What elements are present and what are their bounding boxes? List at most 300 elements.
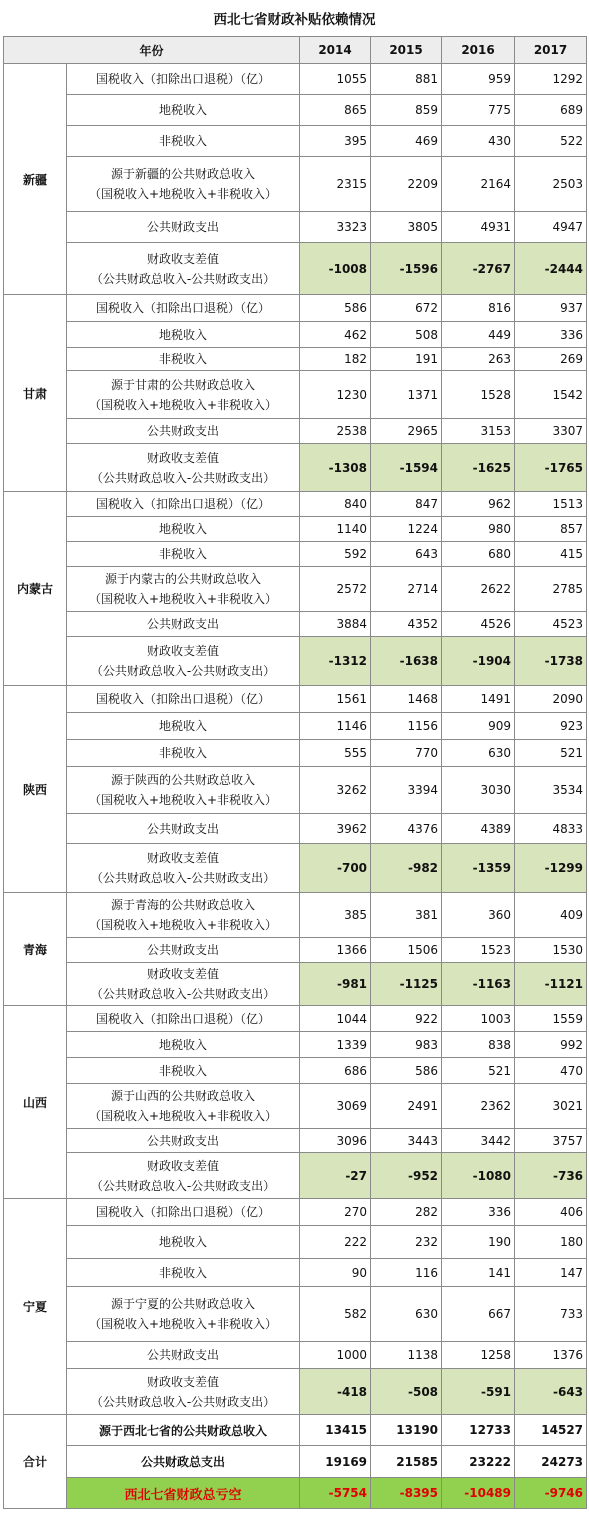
row-label-cell (67, 567, 300, 612)
balance-value-cell: -643 (515, 1369, 587, 1415)
value-cell: 840 (300, 492, 371, 517)
value-cell: 406 (515, 1199, 587, 1226)
table-row (4, 938, 587, 963)
total-deficit-value: -9746 (515, 1478, 587, 1509)
value-cell: 1055 (300, 64, 371, 95)
value-cell: 582 (300, 1287, 371, 1342)
table-row (4, 517, 587, 542)
row-label-cell (67, 157, 300, 212)
balance-value-cell: -1299 (515, 844, 587, 893)
value-cell: 592 (300, 542, 371, 567)
balance-value-cell: -700 (300, 844, 371, 893)
row-label-cell (67, 295, 300, 322)
total-deficit-value: -8395 (371, 1478, 442, 1509)
row-label-cell (67, 814, 300, 844)
row-label-formula: （公共财政总收入-公共财政支出） (90, 271, 276, 286)
row-label-cell (67, 517, 300, 542)
value-cell: 4833 (515, 814, 587, 844)
row-label-cell (67, 1287, 300, 1342)
total-row-label: 公共财政总支出 (67, 1446, 300, 1478)
row-label: 国税收入（扣除出口退税）（亿） (96, 301, 271, 315)
table-row (4, 542, 587, 567)
balance-value-cell: -1163 (442, 963, 515, 1006)
row-label: 国税收入（扣除出口退税）（亿） (96, 497, 271, 511)
row-label-cell (67, 1259, 300, 1287)
year-header-2014: 2014 (300, 37, 371, 64)
row-label: 公共财政支出 (147, 220, 220, 234)
table-row (4, 1129, 587, 1153)
province-name-cell: 内蒙古 (4, 492, 67, 686)
value-cell: 630 (371, 1287, 442, 1342)
balance-value-cell: -2767 (442, 243, 515, 295)
value-cell: 116 (371, 1259, 442, 1287)
table-row (4, 1058, 587, 1084)
row-label-cell (67, 371, 300, 419)
row-label: 财政收支差值 (147, 450, 220, 465)
balance-value-cell: -2444 (515, 243, 587, 295)
value-cell: 733 (515, 1287, 587, 1342)
value-cell: 983 (371, 1032, 442, 1058)
value-cell: 3962 (300, 814, 371, 844)
table-row (4, 371, 587, 419)
balance-value-cell: -591 (442, 1369, 515, 1415)
table-row (4, 95, 587, 126)
value-cell: 2503 (515, 157, 587, 212)
subsidy-table (3, 36, 587, 1509)
row-label-formula: （国税收入+地税收入+非税收入） (88, 1317, 278, 1331)
table-row (4, 1287, 587, 1342)
value-cell: 881 (371, 64, 442, 95)
row-label-cell (67, 1006, 300, 1032)
balance-value-cell: -418 (300, 1369, 371, 1415)
row-label: 地税收入 (159, 1235, 208, 1249)
value-cell: 2572 (300, 567, 371, 612)
value-cell: 2164 (442, 157, 515, 212)
value-cell: 415 (515, 542, 587, 567)
value-cell: 859 (371, 95, 442, 126)
table-row (4, 814, 587, 844)
row-label: 公共财政支出 (147, 1133, 220, 1148)
value-cell: 838 (442, 1032, 515, 1058)
row-label: 非税收入 (159, 1063, 208, 1078)
value-cell: 3757 (515, 1129, 587, 1153)
table-row (4, 1199, 587, 1226)
balance-value-cell: -1765 (515, 444, 587, 492)
value-cell: 2538 (300, 419, 371, 444)
total-value-cell: 21585 (371, 1446, 442, 1478)
value-cell: 1366 (300, 938, 371, 963)
year-header-2015: 2015 (371, 37, 442, 64)
row-label-formula: （国税收入+地税收入+非税收入） (88, 592, 278, 606)
row-label: 公共财政支出 (147, 1348, 220, 1362)
value-cell: 555 (300, 740, 371, 767)
value-cell: 191 (371, 348, 442, 371)
row-label-cell (67, 1369, 300, 1415)
value-cell: 3323 (300, 212, 371, 243)
row-label-formula: （公共财政总收入-公共财政支出） (90, 664, 276, 678)
row-label-cell (67, 492, 300, 517)
value-cell: 980 (442, 517, 515, 542)
value-cell: 816 (442, 295, 515, 322)
value-cell: 2209 (371, 157, 442, 212)
value-cell: 667 (442, 1287, 515, 1342)
table-row (4, 444, 587, 492)
value-cell: 1339 (300, 1032, 371, 1058)
row-label: 非税收入 (159, 352, 208, 366)
value-cell: 2622 (442, 567, 515, 612)
row-label: 源于山西的公共财政总收入 (111, 1089, 256, 1103)
value-cell: 2491 (371, 1084, 442, 1129)
value-cell: 672 (371, 295, 442, 322)
value-cell: 470 (515, 1058, 587, 1084)
total-row-label: 源于西北七省的公共财政总收入 (67, 1415, 300, 1446)
value-cell: 3805 (371, 212, 442, 243)
row-label: 源于陕西的公共财政总收入 (111, 773, 256, 787)
balance-value-cell: -1596 (371, 243, 442, 295)
value-cell: 1003 (442, 1006, 515, 1032)
total-value-cell: 24273 (515, 1446, 587, 1478)
row-label: 地税收入 (159, 719, 208, 733)
balance-value-cell: -1359 (442, 844, 515, 893)
value-cell: 1371 (371, 371, 442, 419)
value-cell: 857 (515, 517, 587, 542)
total-deficit-value: -5754 (300, 1478, 371, 1509)
table-row (4, 419, 587, 444)
row-label-formula: （公共财政总收入-公共财政支出） (90, 871, 276, 885)
row-label-cell (67, 1342, 300, 1369)
table-row (4, 893, 587, 938)
row-label-cell (67, 64, 300, 95)
value-cell: 2785 (515, 567, 587, 612)
balance-value-cell: -1904 (442, 637, 515, 686)
value-cell: 147 (515, 1259, 587, 1287)
value-cell: 992 (515, 1032, 587, 1058)
value-cell: 4931 (442, 212, 515, 243)
row-label: 财政收支差值 (147, 1158, 220, 1173)
value-cell: 909 (442, 713, 515, 740)
value-cell: 385 (300, 893, 371, 938)
row-label: 财政收支差值 (147, 1374, 220, 1389)
row-label: 源于内蒙古的公共财政总收入 (105, 572, 262, 586)
value-cell: 775 (442, 95, 515, 126)
row-label: 公共财政支出 (147, 821, 220, 836)
row-label-cell (67, 1153, 300, 1199)
value-cell: 3394 (371, 767, 442, 814)
table-row (4, 1032, 587, 1058)
row-label-formula: （公共财政总收入-公共财政支出） (90, 1178, 276, 1193)
table-body (4, 64, 587, 1509)
row-label-cell (67, 1199, 300, 1226)
table-row (4, 295, 587, 322)
value-cell: 865 (300, 95, 371, 126)
total-row (4, 1415, 587, 1446)
row-label-cell (67, 322, 300, 348)
balance-value-cell: -1308 (300, 444, 371, 492)
row-label-cell (67, 893, 300, 938)
value-cell: 4389 (442, 814, 515, 844)
table-row (4, 1153, 587, 1199)
table-title: 西北七省财政补贴依赖情况 (213, 12, 376, 28)
balance-value-cell: -1121 (515, 963, 587, 1006)
value-cell: 1513 (515, 492, 587, 517)
row-label-formula: （国税收入+地税收入+非税收入） (88, 187, 278, 201)
row-label-cell (67, 1129, 300, 1153)
row-label: 财政收支差值 (147, 251, 220, 266)
row-label: 国税收入（扣除出口退税）（亿） (96, 72, 271, 86)
row-label: 国税收入（扣除出口退税）（亿） (96, 1205, 271, 1219)
table-row (4, 612, 587, 637)
row-label-cell (67, 212, 300, 243)
value-cell: 1044 (300, 1006, 371, 1032)
row-label: 国税收入（扣除出口退税）（亿） (96, 692, 271, 706)
row-label-formula: （公共财政总收入-公共财政支出） (90, 1394, 276, 1409)
value-cell: 2965 (371, 419, 442, 444)
value-cell: 923 (515, 713, 587, 740)
table-row (4, 243, 587, 295)
value-cell: 449 (442, 322, 515, 348)
table-row (4, 1342, 587, 1369)
value-cell: 1528 (442, 371, 515, 419)
value-cell: 521 (442, 1058, 515, 1084)
value-cell: 2714 (371, 567, 442, 612)
table-row (4, 637, 587, 686)
row-label-cell (67, 713, 300, 740)
value-cell: 3021 (515, 1084, 587, 1129)
value-cell: 1559 (515, 1006, 587, 1032)
value-cell: 282 (371, 1199, 442, 1226)
value-cell: 4526 (442, 612, 515, 637)
balance-value-cell: -982 (371, 844, 442, 893)
balance-value-cell: -1008 (300, 243, 371, 295)
row-label: 源于青海的公共财政总收入 (111, 898, 256, 912)
value-cell: 1224 (371, 517, 442, 542)
value-cell: 1530 (515, 938, 587, 963)
balance-value-cell: -981 (300, 963, 371, 1006)
value-cell: 1146 (300, 713, 371, 740)
value-cell: 3262 (300, 767, 371, 814)
province-name-cell: 山西 (4, 1006, 67, 1199)
value-cell: 469 (371, 126, 442, 157)
table-row (4, 1084, 587, 1129)
province-name-cell: 陕西 (4, 686, 67, 893)
balance-value-cell: -736 (515, 1153, 587, 1199)
value-cell: 3069 (300, 1084, 371, 1129)
row-label: 财政收支差值 (147, 967, 220, 981)
total-value-cell: 13415 (300, 1415, 371, 1446)
value-cell: 3307 (515, 419, 587, 444)
value-cell: 182 (300, 348, 371, 371)
row-label-cell (67, 444, 300, 492)
row-label-cell (67, 637, 300, 686)
table-row (4, 567, 587, 612)
value-cell: 3030 (442, 767, 515, 814)
value-cell: 1230 (300, 371, 371, 419)
value-cell: 141 (442, 1259, 515, 1287)
value-cell: 232 (371, 1226, 442, 1259)
value-cell: 395 (300, 126, 371, 157)
province-name-cell: 青海 (4, 893, 67, 1006)
year-header-2016: 2016 (442, 37, 515, 64)
value-cell: 1258 (442, 1342, 515, 1369)
value-cell: 270 (300, 1199, 371, 1226)
row-label: 地税收入 (159, 103, 208, 117)
row-label-formula: （国税收入+地税收入+非税收入） (88, 1109, 278, 1123)
value-cell: 2315 (300, 157, 371, 212)
table-row (4, 348, 587, 371)
table-row (4, 963, 587, 1006)
value-cell: 3443 (371, 1129, 442, 1153)
total-deficit-value: -10489 (442, 1478, 515, 1509)
row-label: 非税收入 (159, 547, 208, 561)
table-row (4, 686, 587, 713)
value-cell: 1138 (371, 1342, 442, 1369)
row-label-cell (67, 542, 300, 567)
value-cell: 686 (300, 1058, 371, 1084)
value-cell: 3153 (442, 419, 515, 444)
value-cell: 1468 (371, 686, 442, 713)
value-cell: 680 (442, 542, 515, 567)
balance-value-cell: -508 (371, 1369, 442, 1415)
row-label-formula: （国税收入+地税收入+非税收入） (88, 793, 278, 807)
value-cell: 336 (442, 1199, 515, 1226)
value-cell: 1156 (371, 713, 442, 740)
row-label-cell (67, 740, 300, 767)
row-label: 非税收入 (159, 134, 208, 148)
balance-value-cell: -1594 (371, 444, 442, 492)
row-label: 公共财政支出 (147, 617, 220, 631)
value-cell: 462 (300, 322, 371, 348)
value-cell: 508 (371, 322, 442, 348)
row-label: 公共财政支出 (147, 943, 220, 957)
row-label: 源于宁夏的公共财政总收入 (111, 1297, 256, 1311)
value-cell: 430 (442, 126, 515, 157)
value-cell: 3884 (300, 612, 371, 637)
table-row (4, 1369, 587, 1415)
row-label: 国税收入（扣除出口退税）（亿） (96, 1011, 271, 1026)
value-cell: 1000 (300, 1342, 371, 1369)
row-label: 非税收入 (159, 746, 208, 760)
value-cell: 269 (515, 348, 587, 371)
total-name-cell: 合计 (4, 1415, 67, 1509)
row-label: 财政收支差值 (147, 851, 220, 865)
value-cell: 962 (442, 492, 515, 517)
value-cell: 586 (371, 1058, 442, 1084)
balance-value-cell: -1080 (442, 1153, 515, 1199)
row-label: 地税收入 (159, 327, 208, 342)
row-label-cell (67, 686, 300, 713)
total-value-cell: 14527 (515, 1415, 587, 1446)
table-row (4, 492, 587, 517)
total-row (4, 1478, 587, 1509)
row-label-formula: （公共财政总收入-公共财政支出） (90, 987, 276, 1001)
table-row (4, 212, 587, 243)
header-row (4, 37, 587, 64)
row-label-formula: （国税收入+地税收入+非税收入） (88, 918, 278, 932)
value-cell: 263 (442, 348, 515, 371)
row-label-cell (67, 419, 300, 444)
value-cell: 3442 (442, 1129, 515, 1153)
balance-value-cell: -1125 (371, 963, 442, 1006)
value-cell: 1292 (515, 64, 587, 95)
balance-value-cell: -1312 (300, 637, 371, 686)
year-header-2017: 2017 (515, 37, 587, 64)
value-cell: 4376 (371, 814, 442, 844)
balance-value-cell: -27 (300, 1153, 371, 1199)
value-cell: 3096 (300, 1129, 371, 1153)
row-label: 源于甘肃的公共财政总收入 (111, 377, 256, 392)
table-row (4, 322, 587, 348)
row-label: 公共财政支出 (147, 424, 220, 438)
row-label-cell (67, 844, 300, 893)
row-label-formula: （公共财政总收入-公共财政支出） (90, 470, 276, 485)
value-cell: 360 (442, 893, 515, 938)
value-cell: 1491 (442, 686, 515, 713)
row-label-cell (67, 938, 300, 963)
table-row (4, 844, 587, 893)
value-cell: 586 (300, 295, 371, 322)
row-label-cell (67, 1032, 300, 1058)
table-row (4, 157, 587, 212)
table-row (4, 126, 587, 157)
value-cell: 1376 (515, 1342, 587, 1369)
value-cell: 4523 (515, 612, 587, 637)
value-cell: 847 (371, 492, 442, 517)
value-cell: 937 (515, 295, 587, 322)
total-value-cell: 23222 (442, 1446, 515, 1478)
value-cell: 190 (442, 1226, 515, 1259)
value-cell: 1140 (300, 517, 371, 542)
row-label: 源于新疆的公共财政总收入 (111, 167, 256, 181)
value-cell: 180 (515, 1226, 587, 1259)
row-label-cell (67, 767, 300, 814)
value-cell: 222 (300, 1226, 371, 1259)
balance-value-cell: -952 (371, 1153, 442, 1199)
table-row (4, 1226, 587, 1259)
year-header-label: 年份 (4, 37, 300, 64)
table-row (4, 713, 587, 740)
row-label-cell (67, 126, 300, 157)
table-row (4, 1259, 587, 1287)
row-label-cell (67, 612, 300, 637)
value-cell: 1506 (371, 938, 442, 963)
value-cell: 336 (515, 322, 587, 348)
row-label: 财政收支差值 (147, 644, 220, 658)
row-label: 地税收入 (159, 522, 208, 536)
balance-value-cell: -1738 (515, 637, 587, 686)
row-label-formula: （国税收入+地税收入+非税收入） (88, 397, 278, 412)
total-value-cell: 19169 (300, 1446, 371, 1478)
table-row (4, 767, 587, 814)
total-value-cell: 12733 (442, 1415, 515, 1446)
total-value-cell: 13190 (371, 1415, 442, 1446)
value-cell: 2090 (515, 686, 587, 713)
province-name-cell: 宁夏 (4, 1199, 67, 1415)
value-cell: 959 (442, 64, 515, 95)
value-cell: 90 (300, 1259, 371, 1287)
value-cell: 689 (515, 95, 587, 126)
row-label-cell (67, 1226, 300, 1259)
value-cell: 522 (515, 126, 587, 157)
row-label-cell (67, 243, 300, 295)
row-label-cell (67, 95, 300, 126)
row-label: 地税收入 (159, 1037, 208, 1052)
balance-value-cell: -1638 (371, 637, 442, 686)
value-cell: 381 (371, 893, 442, 938)
table-row (4, 1006, 587, 1032)
value-cell: 1542 (515, 371, 587, 419)
row-label-cell (67, 1084, 300, 1129)
row-label-cell (67, 348, 300, 371)
